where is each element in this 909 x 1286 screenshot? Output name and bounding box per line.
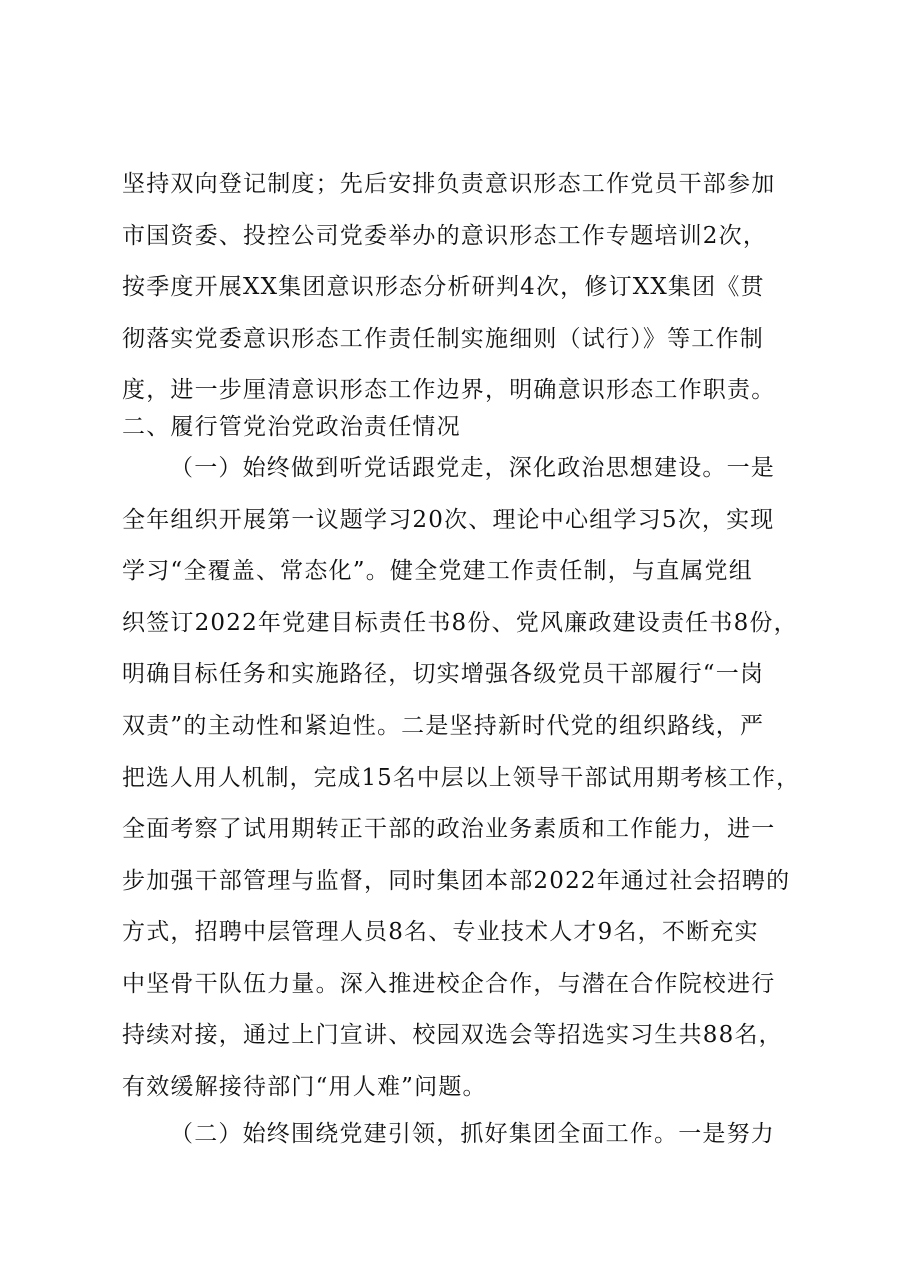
text-line: 按季度开展XX集团意识形态分析研判4次，修订XX集团《贯	[122, 274, 765, 300]
text-line: 市国资委、投控公司党委举办的意识形态工作专题培训2次，	[122, 223, 768, 249]
text-line: 坚持双向登记制度；先后安排负责意识形态工作党员干部参加	[122, 171, 776, 197]
text-line: 方式，招聘中层管理人员8名、专业技术人才9名，不断充实	[122, 919, 759, 945]
text-line: 全年组织开展第一议题学习20次、理论中心组学习5次，实现	[122, 507, 775, 533]
text-line: 织签订2022年党建目标责任书8份、党风廉政建设责任书8份，	[122, 610, 798, 636]
paragraph-first-line: （一）始终做到听党话跟党走，深化政治思想建设。一是	[170, 455, 775, 481]
section-heading: 二、履行管党治党政治责任情况	[122, 414, 461, 440]
text-line: 全面考察了试用期转正干部的政治业务素质和工作能力，进一	[122, 816, 776, 842]
text-line: 持续对接，通过上门宣讲、校园双选会等招选实习生共88名，	[122, 1022, 783, 1048]
text-line: 明确目标任务和实施路径，切实增强各级党员干部履行“一岗	[122, 661, 765, 687]
text-line: 有效缓解接待部门“用人难”问题。	[122, 1074, 487, 1100]
text-line: 双责”的主动性和紧迫性。二是坚持新时代党的组织路线，严	[122, 713, 765, 739]
text-line: 把选人用人机制，完成15名中层以上领导干部试用期考核工作，	[122, 765, 801, 791]
text-line: 学习“全覆盖、常态化”。健全党建工作责任制，与直属党组	[122, 558, 753, 584]
paragraph-first-line: （二）始终围绕党建引领，抓好集团全面工作。一是努力	[170, 1121, 775, 1147]
text-line: 彻落实党委意识形态工作责任制实施细则（试行）》等工作制	[122, 326, 764, 352]
text-line: 中坚骨干队伍力量。深入推进校企合作，与潜在合作院校进行	[122, 971, 776, 997]
text-line: 步加强干部管理与监督，同时集团本部2022年通过社会招聘的	[122, 868, 791, 894]
text-line: 度，进一步厘清意识形态工作边界，明确意识形态工作职责。	[122, 377, 776, 403]
